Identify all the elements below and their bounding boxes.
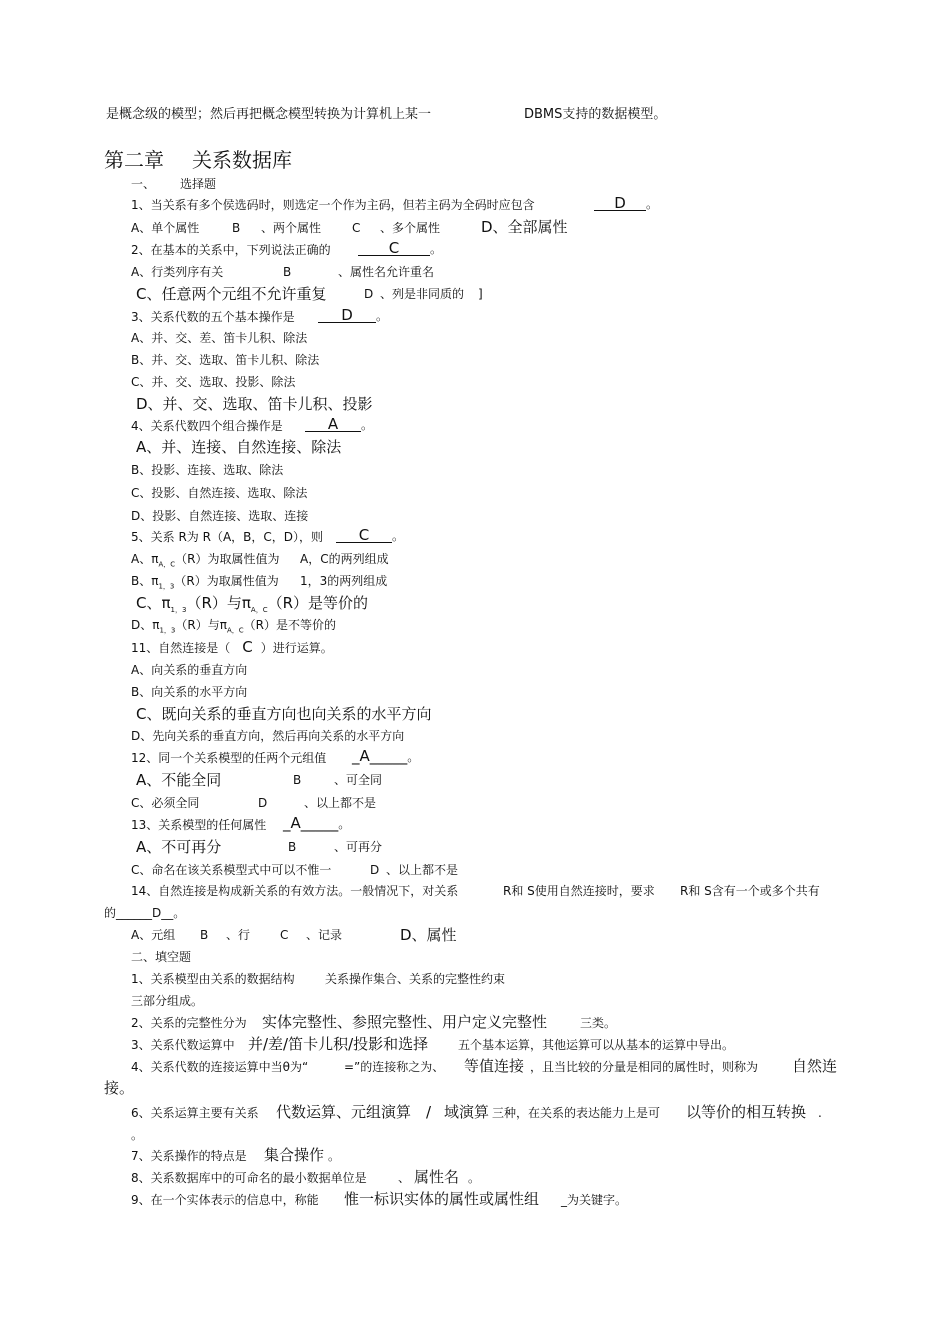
option: A，C的两列组成	[300, 552, 389, 566]
option: B、投影、连接、选取、除法	[131, 463, 284, 477]
fill-1-end: 三部分组成。	[131, 994, 204, 1008]
punct: 。	[430, 242, 443, 256]
section-number: 一、	[131, 177, 156, 191]
option: 、属性名允许重名	[338, 265, 435, 279]
section-number: 二、	[131, 950, 156, 964]
chapter-number: 第二章	[104, 148, 164, 172]
option: D、先向关系的垂直方向，然后再向关系的水平方向	[131, 729, 405, 743]
question-4: 4、关系代数四个组合操作是	[131, 419, 283, 433]
option: C	[352, 221, 361, 235]
option: B、并、交、选取、笛卡儿积、除法	[131, 353, 320, 367]
fill-6-answer2: 域演算	[444, 1103, 490, 1121]
fill-6-sep: /	[426, 1103, 432, 1121]
answer-blank: _A_____	[283, 814, 339, 832]
punct: 。	[407, 750, 420, 764]
question-12: 12、同一个关系模型的任两个元组值	[131, 751, 327, 765]
option: 、可全同	[334, 773, 383, 787]
question-14: 14、自然连接是构成新关系的有效方法。一般情况下，对关系	[131, 884, 459, 898]
subscript: A，C	[158, 560, 176, 569]
fill-4-mid: =”的连接称之为、	[344, 1060, 445, 1074]
option: D、全部属性	[481, 218, 568, 236]
option: D	[364, 287, 374, 301]
option: D、π	[131, 618, 160, 632]
chapter-title: 关系数据库	[192, 148, 292, 172]
fill-8-end: 。	[468, 1171, 481, 1185]
subscript: 1，3	[158, 582, 175, 591]
option: B	[200, 928, 209, 942]
subscript: 1，3	[170, 606, 187, 614]
option: A、行类列序有关	[131, 265, 224, 279]
option: 、记录	[306, 928, 343, 942]
fill-4-answer: 等值连接	[464, 1057, 525, 1075]
option: C、必须全同	[131, 796, 200, 810]
answer: C	[242, 638, 253, 656]
fill-3-answer: 并/差/笛卡儿积/投影和选择	[248, 1035, 429, 1053]
fill-9-end: _为关键字。	[561, 1193, 628, 1207]
fill-3-end: 五个基本运算，其他运算可以从基本的运算中导出。	[458, 1038, 735, 1052]
option: B	[288, 840, 297, 854]
option: B	[232, 221, 241, 235]
option: A、不能全同	[136, 771, 222, 789]
question-1: 1、当关系有多个侯选码时，则选定一个作为主码，但若主码为全码时应包含	[131, 198, 535, 212]
option: C、π	[136, 594, 171, 612]
punct: 。	[361, 418, 374, 432]
option: （R）与π	[175, 618, 227, 632]
option: 、以上都不是	[386, 863, 459, 877]
option: A、不可再分	[136, 838, 222, 856]
subscript: 1，3	[159, 626, 176, 635]
answer-blank: A	[305, 417, 361, 432]
answer-blank: C	[336, 528, 392, 543]
option: D、投影、自然连接、选取、连接	[131, 509, 309, 523]
option: B、向关系的水平方向	[131, 685, 248, 699]
fill-3: 3、关系代数运算中	[131, 1038, 235, 1052]
option: （R）为取属性值为	[175, 552, 280, 566]
fill-7: 7、关系操作的特点是	[131, 1149, 247, 1163]
option: A、向关系的垂直方向	[131, 663, 248, 677]
fill-6: 6、关系运算主要有关系	[131, 1106, 259, 1120]
option: 、行	[226, 928, 251, 942]
option: C、投影、自然连接、选取、除法	[131, 486, 308, 500]
intro-line-dbms: DBMS支持的数据模型。	[524, 107, 667, 122]
fill-2-end: 三类。	[580, 1016, 617, 1030]
punct: 。	[392, 529, 405, 543]
answer-blank: D	[318, 308, 376, 323]
question-14-part: R和 S使用自然连接时，要求	[503, 884, 655, 898]
fill-4-answer2: 自然连	[792, 1057, 838, 1075]
fill-8: 8、关系数据库中的可命名的最小数据单位是	[131, 1171, 367, 1185]
fill-8-mid: 、	[398, 1171, 411, 1185]
option: C、并、交、选取、投影、除法	[131, 375, 296, 389]
question-3: 3、关系代数的五个基本操作是	[131, 310, 295, 324]
fill-4-mid2: ，且当比较的分量是相同的属性时，则称为	[530, 1060, 759, 1074]
fill-6-dot: .	[818, 1106, 822, 1120]
question-14-part: R和 S含有一个或多个共有	[680, 884, 820, 898]
fill-9: 9、在一个实体表示的信息中，称能	[131, 1193, 319, 1207]
answer-blank: C	[358, 241, 430, 256]
option: A、元组	[131, 928, 176, 942]
punct: ）进行运算。	[260, 641, 333, 655]
fill-8-answer: 属性名	[414, 1168, 460, 1186]
fill-2-answer: 实体完整性、参照完整性、用户定义完整性	[262, 1013, 548, 1031]
fill-4-end: 接。	[104, 1079, 135, 1097]
option: B、π	[131, 574, 159, 588]
option: （R）是等价的	[267, 594, 369, 612]
option: （R）为取属性值为	[174, 574, 279, 588]
option: B	[293, 773, 302, 787]
fill-1-answer: 关系操作集合、关系的完整性约束	[325, 972, 506, 986]
fill-4: 4、关系代数的连接运算中当θ为“	[131, 1060, 309, 1074]
fill-7-end: 。	[328, 1149, 341, 1163]
option: A、并、交、差、笛卡儿积、除法	[131, 331, 308, 345]
option: 、多个属性	[380, 221, 441, 235]
section-title: 填空题	[155, 950, 192, 964]
fill-6-mid: 三种，在关系的表达能力上是可	[492, 1106, 661, 1120]
option: 、两个属性	[261, 221, 322, 235]
fill-7-answer: 集合操作	[264, 1146, 325, 1164]
fill-1: 1、关系模型由关系的数据结构	[131, 972, 295, 986]
fill-6-answer: 代数运算、元组演算	[276, 1103, 412, 1121]
option: 、可再分	[334, 840, 383, 854]
option: （R）是不等价的	[243, 618, 336, 632]
option: B	[283, 265, 292, 279]
option: 、以上都不是	[304, 796, 377, 810]
question-14-blank-line: 的______D__。	[104, 906, 186, 920]
subscript: A，C	[250, 606, 268, 614]
bracket: ]	[478, 287, 483, 301]
question-13: 13、关系模型的任何属性	[131, 818, 267, 832]
option: A、单个属性	[131, 221, 200, 235]
fill-6-answer3: 以等价的相互转换	[686, 1103, 807, 1121]
fill-9-answer: 惟一标识实体的属性或属性组	[344, 1190, 540, 1208]
subscript: A，C	[226, 626, 244, 635]
option: D	[370, 863, 380, 877]
section-title: 选择题	[180, 177, 217, 191]
punct: 。	[376, 309, 389, 323]
option: D、属性	[400, 926, 457, 944]
answer-blank: D	[594, 196, 646, 211]
option: 、列是非同质的	[380, 287, 465, 301]
option: A、并、连接、自然连接、除法	[136, 438, 342, 456]
answer-blank: _A_____	[352, 747, 408, 765]
option: A、π	[131, 552, 159, 566]
option: C、任意两个元组不允许重复	[136, 285, 327, 303]
question-5: 5、关系 R为 R（A，B，C，D），则	[131, 530, 324, 544]
option: C、既向关系的垂直方向也向关系的水平方向	[136, 705, 432, 723]
option: D、并、交、选取、笛卡儿积、投影	[136, 395, 373, 413]
option: 1，3的两列组成	[300, 574, 388, 588]
fill-2: 2、关系的完整性分为	[131, 1016, 247, 1030]
intro-line-text: 是概念级的模型；然后再把概念模型转换为计算机上某一	[106, 107, 432, 122]
fill-6-end: 。	[131, 1128, 144, 1142]
punct: 。	[646, 197, 659, 211]
option: （R）与π	[186, 594, 251, 612]
question-2: 2、在基本的关系中，下列说法正确的	[131, 243, 331, 257]
question-11: 11、自然连接是（	[131, 641, 231, 655]
option: C	[280, 928, 289, 942]
option: C、命名在该关系模型式中可以不惟一	[131, 863, 332, 877]
punct: 。	[338, 817, 351, 831]
option: D	[258, 796, 268, 810]
